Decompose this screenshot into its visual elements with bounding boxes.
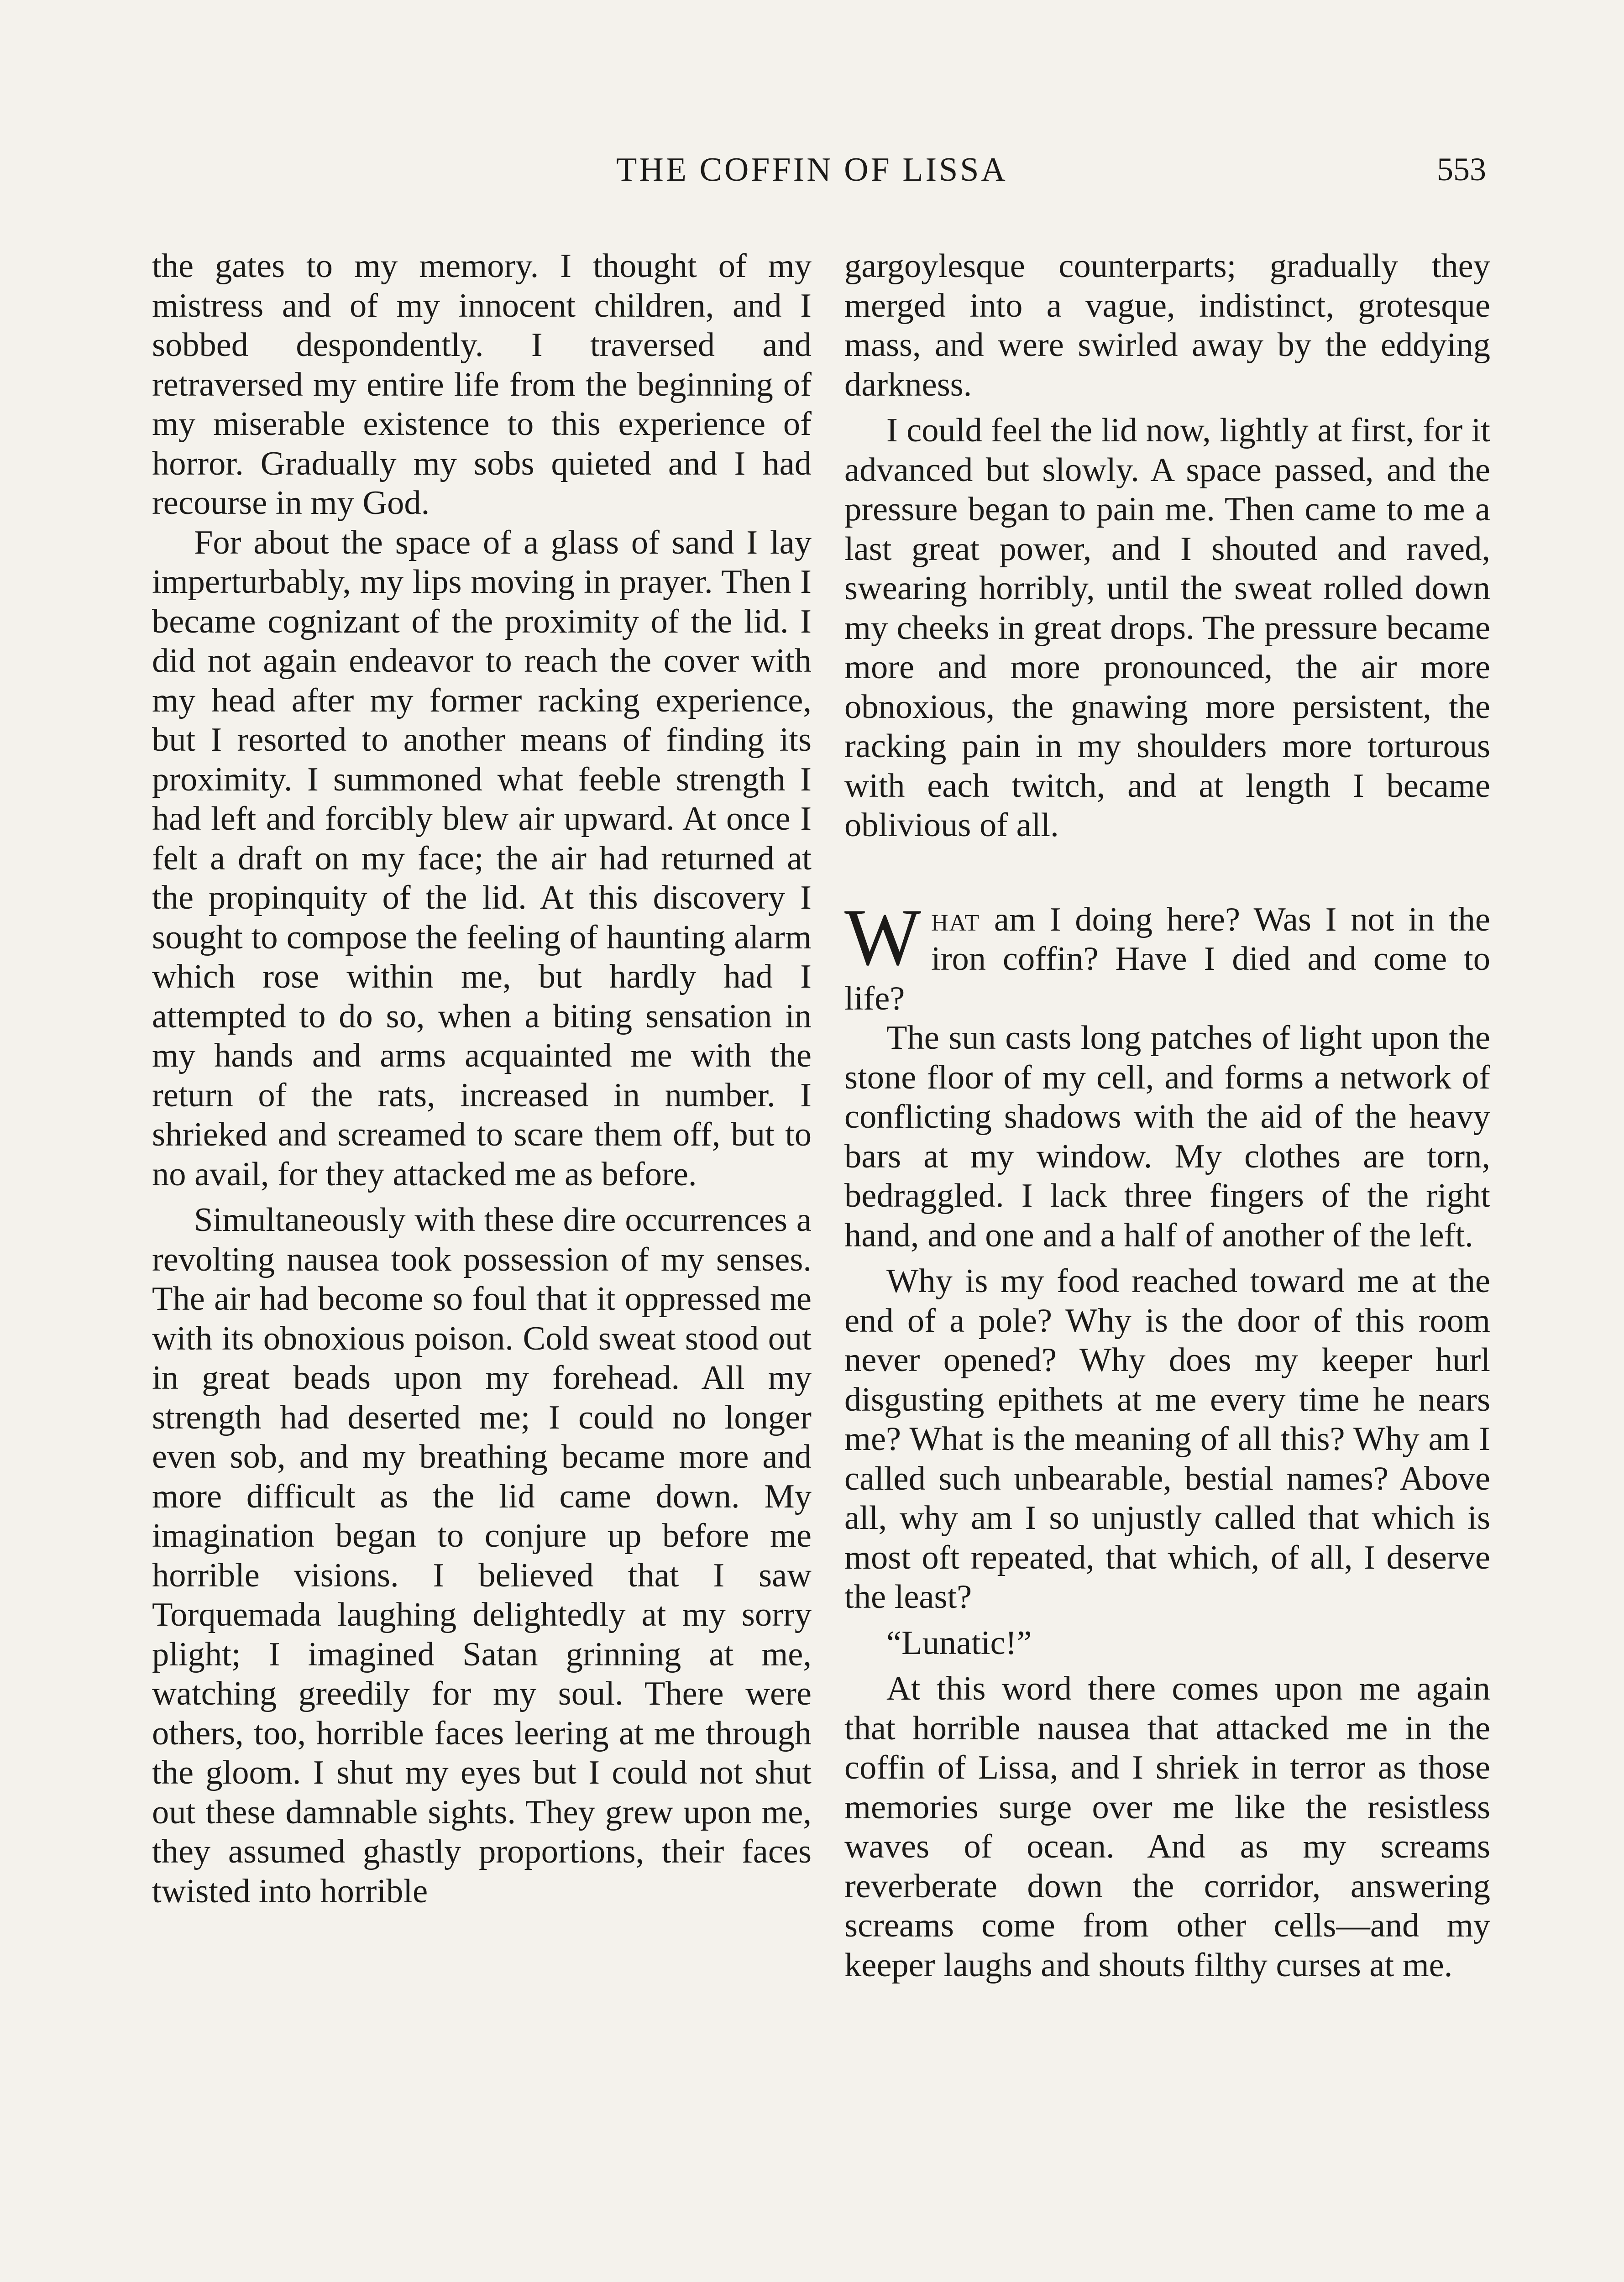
page-title: THE COFFIN OF LISSA [616,151,1008,188]
opening-text: am I doing here? Was I not in the iron coffin? Have I died and come to life? [844,900,1490,1017]
section-opening-paragraph [844,891,1490,1019]
page-number: 553 [1437,151,1486,188]
paragraph-continued: the gates to my memory. I thought of my mistress and of my innocent children, and I sobbed despondently. I traversed and retraversed my entire life from the beginning of my miserable existence to this experience of horror. Gradually my sobs quieted and I had recourse in my God. [152,247,812,522]
dialogue-line: “Lunatic!” [886,1624,1032,1662]
left-column [152,246,812,1911]
paragraph: Simultaneously with these dire occurrences a revolting nausea took possession of my senses. The air had become so foul that it oppressed me with its obnoxious poison. Cold sweat stood out in great beads upon my forehead. All my strength had deserted me; I could no longer even sob, and my breathing became more and more difficult as the lid came down. My imagination began to conjure up before me horrible visions. I believed that I saw Torquemada laughing delightedly at my sorry plight; I imagined Satan grinning at me, watching greedily for my soul. There were others, too, horrible faces leering at me through the gloom. I shut my eyes but I could not shut out these damnable sights. They grew upon me, they assumed ghastly proportions, their faces twisted into horrible [152,1201,812,1910]
paragraph: The sun casts long patches of light upon the stone floor of my cell, and forms a network of conflicting shadows with the aid of the heavy bars at my window. My clothes are torn, bedraggled. I lack three fingers of the right hand, and one and a half of another of the left. [844,1019,1490,1254]
paragraph: Why is my food reached toward me at the end of a pole? Why is the door of this room never opened? Why does my keeper hurl disgusting epithets at me every time he nears me? What is the meaning of all this? Why am I called such unbearable, bestial names? Above all, why am I so unjustly called that which is most oft repeated, that which, of all, I deserve the least? [844,1262,1490,1616]
drop-cap-letter: W [844,891,922,982]
paragraph: At this word there comes upon me again that horrible nausea that attacked me in the coffin of Lissa, and I shriek in terror as those memories surge over me like the resistless waves of ocean. And as my screams reverberate down the corridor, answering screams come from other cells—and my keeper laughs and shouts filthy curses at me. [844,1670,1490,1984]
paragraph: I could feel the lid now, lightly at first, for it advanced but slowly. A space passed, and the pressure began to pain me. Then came to me a last great power, and I shouted and raved, swearing horribly, until the sweat rolled down my cheeks in great drops. The pressure became more and more pronounced, the air more obnoxious, the gnawing more persistent, the racking pain in my shoulders more torturous with each twitch, and at length I became oblivious of all. [844,412,1490,844]
running-head [0,151,1624,196]
right-column [844,246,1490,1985]
paragraph: For about the space of a glass of sand I lay imperturbably, my lips moving in prayer. Then I became cognizant of the proximity of the lid. I did not again endeavor to reach the cover with my head after my former racking experience, but I resorted to another means of finding its proximity. I summoned what feeble strength I had left and forcibly blew air upward. At once I felt a draft on my face; the air had returned at the propinquity of the lid. At this discovery I sought to compose the feeling of haunting alarm which rose within me, but hardly had I attempted to do so, when a biting sensation in my hands and arms acquainted me with the return of the rats, increased in number. I shrieked and screamed to scare them off, but to no avail, for they attacked me as before. [152,523,812,1193]
small-caps-word: hat [931,900,980,938]
paragraph-continued: gargoylesque counterparts; gradually they merged into a vague, indistinct, grotesque mass, and were swirled away by the eddying darkness. [844,247,1490,403]
